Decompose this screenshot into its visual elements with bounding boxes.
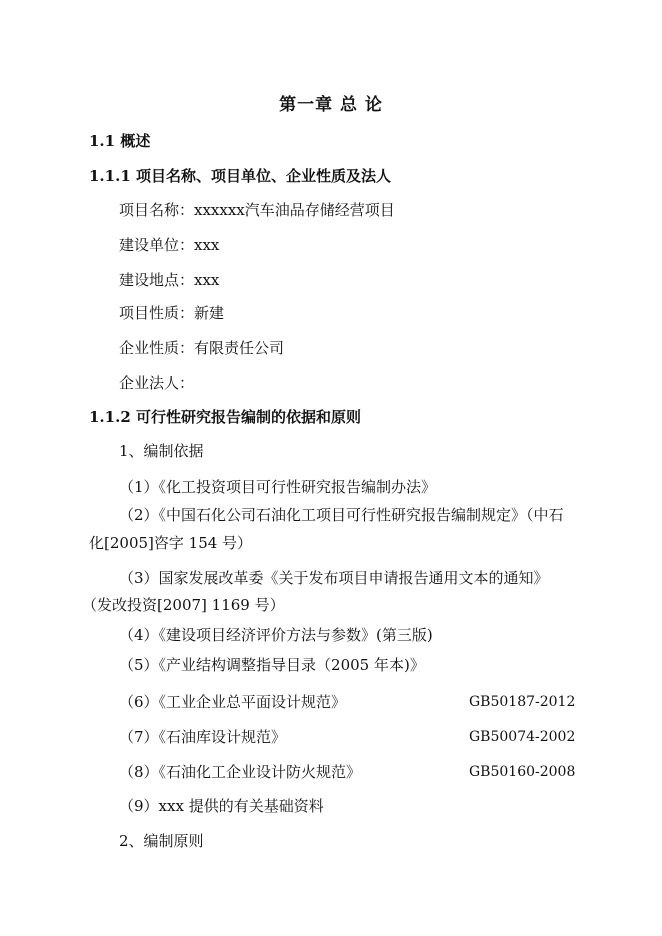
section-heading-1-1: 1.1 概述 — [89, 132, 151, 150]
section-heading-1-1-2: 1.1.2 可行性研究报告编制的依据和原则 — [89, 408, 361, 426]
basis-item-8-code: GB50160-2008 — [469, 764, 576, 780]
basis-item-5: （5）《产业结构调整指导目录（2005 年本)》 — [119, 656, 425, 674]
basis-item-7: （7）《石油库设计规范》 — [119, 728, 287, 746]
basis-item-3-line-1: （3）国家发展改革委《关于发布项目申请报告通用文本的通知》 — [119, 569, 549, 587]
basis-item-7-code: GB50074-2002 — [469, 729, 576, 745]
basis-item-2-line-1: （2）《中国石化公司石油化工项目可行性研究报告编制规定》（中石 — [119, 506, 564, 524]
section-heading-1-1-1: 1.1.1 项目名称、项目单位、企业性质及法人 — [89, 167, 391, 185]
construction-site-line: 建设地点：xxx — [119, 271, 220, 289]
basis-item-9: （9）xxx 提供的有关基础资料 — [119, 797, 324, 815]
project-nature-line: 项目性质：新建 — [119, 304, 225, 322]
enterprise-nature-line: 企业性质：有限责任公司 — [119, 339, 285, 357]
legal-person-line: 企业法人： — [119, 374, 195, 392]
basis-item-3-line-2: （发改投资[2007] 1169 号） — [82, 596, 285, 614]
chapter-title: 第一章 总 论 — [279, 95, 383, 115]
basis-heading: 1、编制依据 — [119, 442, 204, 460]
basis-item-8: （8）《石油化工企业设计防火规范》 — [119, 763, 362, 781]
basis-item-6-code: GB50187-2012 — [469, 694, 576, 710]
basis-item-2-line-2: 化[2005]咨字 154 号） — [89, 534, 253, 552]
construction-unit-line: 建设单位：xxx — [119, 236, 220, 254]
basis-item-1: （1）《化工投资项目可行性研究报告编制办法》 — [119, 478, 437, 496]
principles-heading: 2、编制原则 — [119, 832, 204, 850]
project-name-line: 项目名称：xxxxxx汽车油品存储经营项目 — [119, 201, 395, 219]
basis-item-6: （6）《工业企业总平面设计规范》 — [119, 693, 347, 711]
basis-item-4: （4）《建设项目经济评价方法与参数》(第三版) — [119, 626, 433, 644]
